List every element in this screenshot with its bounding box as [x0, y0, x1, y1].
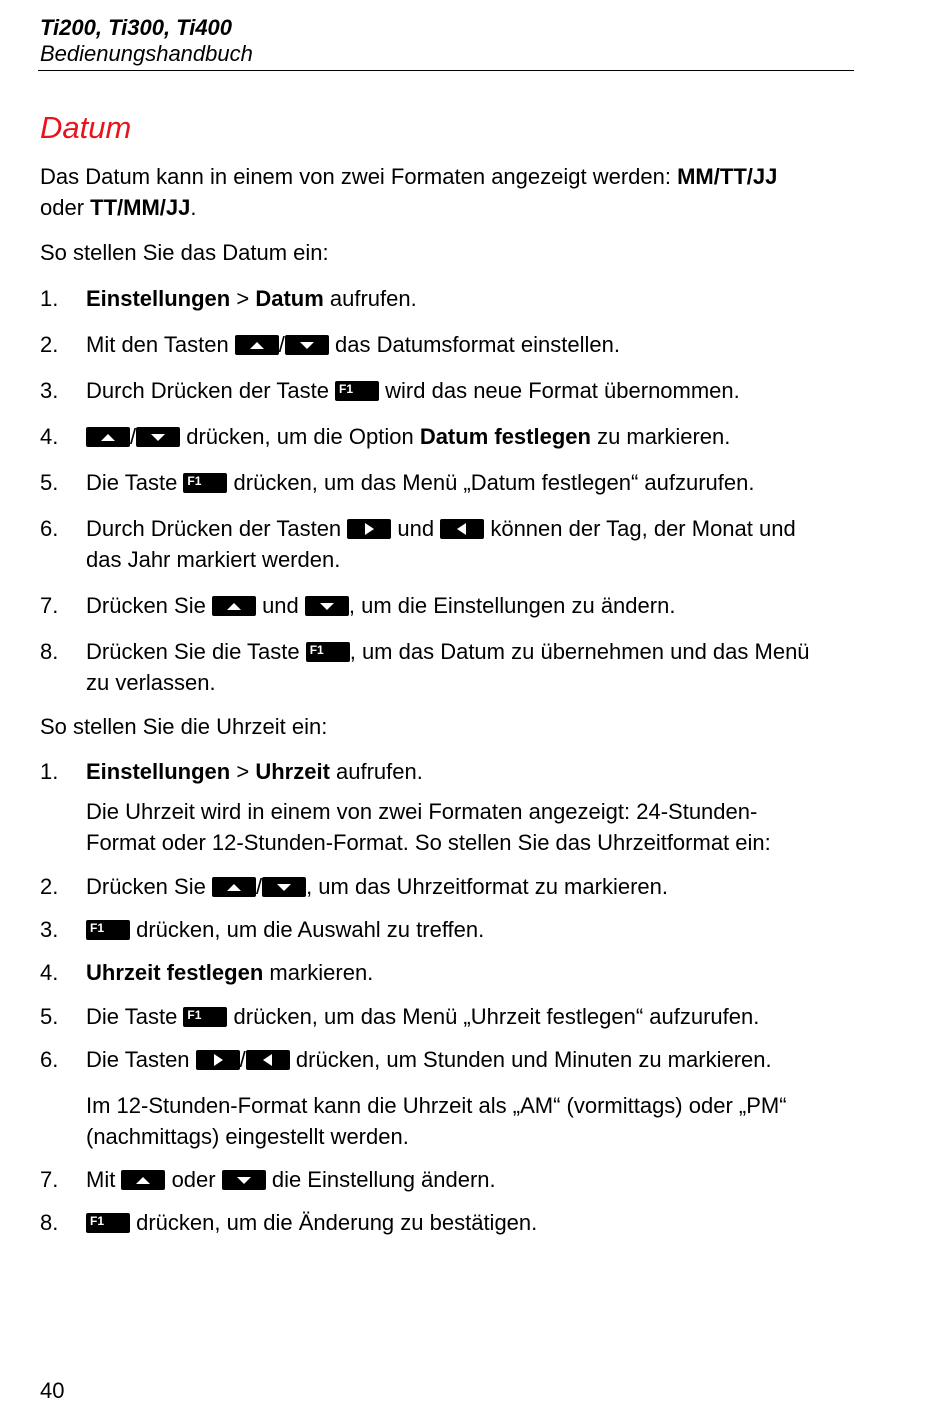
step-number: 6. [40, 516, 59, 541]
step-number: 8. [40, 639, 59, 664]
time-step-1: Einstellungen > Uhrzeit aufrufen. [86, 759, 423, 784]
left-arrow-key-icon [246, 1050, 290, 1070]
step-number: 1. [40, 759, 59, 784]
time-step-4: Uhrzeit festlegen markieren. [86, 960, 374, 985]
step-number: 1. [40, 286, 59, 311]
header-subtitle: Bedienungshandbuch [40, 41, 253, 66]
header-model: Ti200, Ti300, Ti400 [40, 15, 233, 40]
step-number: 4. [40, 424, 59, 449]
time-step-7: Mit oder die Einstellung ändern. [86, 1167, 496, 1192]
step-number: 4. [40, 960, 59, 985]
f1-key-icon: F1 [183, 473, 227, 493]
page-number: 40 [40, 1378, 65, 1403]
step-number: 3. [40, 378, 59, 403]
f1-key-icon: F1 [306, 642, 350, 662]
date-step-5: Die Taste F1 drücken, um das Menü „Datum festlegen“ aufzurufen. [86, 470, 755, 495]
time-step-5: Die Taste F1 drücken, um das Menü „Uhrzeit festlegen“ aufzurufen. [86, 1004, 760, 1029]
time-step-8: F1 drücken, um die Änderung zu bestätigen. [86, 1207, 537, 1238]
step-number: 2. [40, 332, 59, 357]
step-number: 8. [40, 1210, 59, 1235]
date-step-2: Mit den Tasten / das Datumsformat einstellen. [86, 332, 620, 357]
up-arrow-key-icon [212, 877, 256, 897]
step-number: 7. [40, 593, 59, 618]
time-step-6-note-2: (nachmittags) eingestellt werden. [86, 1124, 409, 1149]
header-divider [38, 70, 854, 71]
time-step-6: Die Tasten / drücken, um Stunden und Minuten zu markieren. [86, 1047, 772, 1072]
date-step-7: Drücken Sie und , um die Einstellungen zu ändern. [86, 593, 676, 618]
date-heading: So stellen Sie das Datum ein: [40, 240, 329, 265]
f1-key-icon: F1 [183, 1007, 227, 1027]
down-arrow-key-icon [305, 596, 349, 616]
down-arrow-key-icon [136, 427, 180, 447]
date-step-8-continued: zu verlassen. [86, 670, 216, 695]
step-number: 3. [40, 917, 59, 942]
date-step-1: Einstellungen > Datum aufrufen. [86, 286, 417, 311]
step-number: 5. [40, 470, 59, 495]
up-arrow-key-icon [86, 427, 130, 447]
section-title: Datum [40, 110, 132, 145]
time-step-6-note-1: Im 12-Stunden-Format kann die Uhrzeit als „AM“ (vormittags) oder „PM“ [86, 1093, 787, 1118]
step-number: 5. [40, 1004, 59, 1029]
f1-key-icon: F1 [86, 920, 130, 940]
date-step-3: Durch Drücken der Taste F1 wird das neue Format übernommen. [86, 378, 740, 403]
f1-key-icon: F1 [335, 381, 379, 401]
step-number: 6. [40, 1047, 59, 1072]
time-step-3: F1 drücken, um die Auswahl zu treffen. [86, 914, 484, 945]
up-arrow-key-icon [235, 335, 279, 355]
down-arrow-key-icon [285, 335, 329, 355]
down-arrow-key-icon [262, 877, 306, 897]
time-heading: So stellen Sie die Uhrzeit ein: [40, 714, 328, 739]
down-arrow-key-icon [222, 1170, 266, 1190]
date-step-4: / drücken, um die Option Datum festlegen zu markieren. [86, 421, 730, 452]
time-step-1-note-2: Format oder 12-Stunden-Format. So stellen Sie das Uhrzeitformat ein: [86, 830, 771, 855]
date-step-8: Drücken Sie die Taste F1 , um das Datum zu übernehmen und das Menü [86, 639, 810, 664]
intro-line-2: oder TT/MM/JJ. [40, 195, 197, 220]
right-arrow-key-icon [347, 519, 391, 539]
up-arrow-key-icon [212, 596, 256, 616]
step-number: 2. [40, 874, 59, 899]
f1-key-icon: F1 [86, 1213, 130, 1233]
left-arrow-key-icon [440, 519, 484, 539]
up-arrow-key-icon [121, 1170, 165, 1190]
time-step-1-note-1: Die Uhrzeit wird in einem von zwei Formaten angezeigt: 24-Stunden- [86, 799, 758, 824]
time-step-2: Drücken Sie / , um das Uhrzeitformat zu markieren. [86, 874, 668, 899]
step-number: 7. [40, 1167, 59, 1192]
right-arrow-key-icon [196, 1050, 240, 1070]
intro-line-1: Das Datum kann in einem von zwei Formaten angezeigt werden: MM/TT/JJ [40, 164, 778, 189]
date-step-6: Durch Drücken der Tasten und können der Tag, der Monat und [86, 516, 796, 541]
date-step-6-continued: das Jahr markiert werden. [86, 547, 341, 572]
